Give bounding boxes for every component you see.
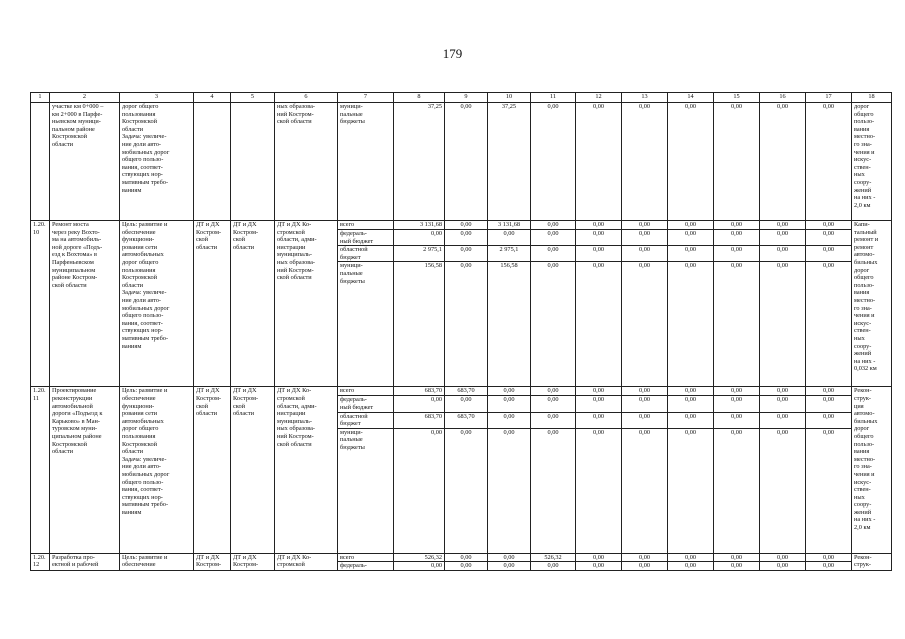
column-header: 4 xyxy=(194,93,231,103)
column-header: 16 xyxy=(760,93,806,103)
funding-value: 0,00 xyxy=(576,387,622,396)
page-number: 179 xyxy=(442,46,463,61)
column-header: 11 xyxy=(531,93,576,103)
funding-value: 0,00 xyxy=(668,562,714,571)
funding-value: 0,00 xyxy=(622,412,668,428)
target-indicator: Рекон- струк- xyxy=(852,553,892,570)
executor: ДТ и ДХ Костром- xyxy=(231,553,275,570)
measure-id: 1.20.10 xyxy=(31,221,50,387)
measure-id xyxy=(31,103,50,221)
responsible-executor: ДТ и ДХ Костром- ской области xyxy=(194,221,231,387)
funding-value: 0,00 xyxy=(760,103,806,221)
funding-value: 683,70 xyxy=(445,412,488,428)
funding-value: 0,00 xyxy=(445,246,488,262)
funding-value: 0,00 xyxy=(760,396,806,412)
funding-value: 0,00 xyxy=(445,553,488,562)
funding-source: областной бюджет xyxy=(338,246,394,262)
responsible-executor: ДТ и ДХ Костром- ской области xyxy=(194,387,231,553)
funding-value: 0,00 xyxy=(394,230,445,246)
column-header: 2 xyxy=(50,93,120,103)
funding-value: 0,00 xyxy=(445,221,488,230)
funding-value: 0,00 xyxy=(760,221,806,230)
table-row xyxy=(31,221,892,230)
executor: ДТ и ДХ Костром- ской области xyxy=(231,387,275,553)
funding-value: 0,00 xyxy=(760,412,806,428)
funding-value: 0,00 xyxy=(576,428,622,553)
funding-value: 0,00 xyxy=(714,387,760,396)
funding-source: всего xyxy=(338,387,394,396)
table-row xyxy=(31,387,892,396)
funding-value: 0,00 xyxy=(531,246,576,262)
funding-value: 0,00 xyxy=(806,412,852,428)
funding-value: 0,00 xyxy=(622,221,668,230)
funding-value: 0,00 xyxy=(531,562,576,571)
funding-value: 0,00 xyxy=(445,428,488,553)
column-header: 15 xyxy=(714,93,760,103)
funding-value: 0,00 xyxy=(445,396,488,412)
funding-value: 0,00 xyxy=(668,387,714,396)
funding-value: 0,00 xyxy=(445,262,488,387)
funding-value: 0,00 xyxy=(760,230,806,246)
funding-value: 0,00 xyxy=(668,246,714,262)
funding-value: 0,00 xyxy=(714,428,760,553)
funding-value: 0,00 xyxy=(622,246,668,262)
goal-task: дорог общего пользования Костромской области Задача: увеличе- ние доли авто- мобильных дорог общего пользо- вания, соответ- ствующих нор- мативным требо- ваниям xyxy=(120,103,194,221)
funding-value: 683,70 xyxy=(394,387,445,396)
funding-value: 0,00 xyxy=(531,262,576,387)
funding-value: 0,00 xyxy=(576,412,622,428)
column-header: 5 xyxy=(231,93,275,103)
funding-value: 0,00 xyxy=(714,396,760,412)
funding-value: 0,00 xyxy=(576,396,622,412)
funding-value: 0,00 xyxy=(622,103,668,221)
funding-value: 0,00 xyxy=(531,221,576,230)
funding-value: 0,00 xyxy=(576,221,622,230)
funding-value: 0,00 xyxy=(714,221,760,230)
co-executor: ДТ и ДХ Ко- стромской области, адми- нистрации муниципаль- ных образова- ний Костром- ской области xyxy=(275,221,338,387)
funding-value: 0,00 xyxy=(576,230,622,246)
funding-value: 0,00 xyxy=(622,396,668,412)
funding-value: 0,00 xyxy=(576,262,622,387)
column-header: 18 xyxy=(852,93,892,103)
funding-value: 0,00 xyxy=(714,553,760,562)
funding-value: 0,00 xyxy=(760,387,806,396)
column-header: 3 xyxy=(120,93,194,103)
funding-value: 0,00 xyxy=(714,562,760,571)
goal-task: Цель: развитие и обеспечение xyxy=(120,553,194,570)
funding-value: 0,00 xyxy=(394,396,445,412)
funding-value: 0,00 xyxy=(445,230,488,246)
goal-task: Цель: развитие и обеспечение функциони- рования сети автомобильных дорог общего пользования Костромской области Задача: увеличе- ние доли авто- мобильных дорог общего пользо- вания, соответ- ствующих нор- мативным требо- ваниям xyxy=(120,387,194,553)
column-header: 7 xyxy=(338,93,394,103)
funding-source: всего xyxy=(338,221,394,230)
funding-value: 0,00 xyxy=(488,562,531,571)
funding-value: 0,00 xyxy=(488,396,531,412)
funding-value: 0,00 xyxy=(806,230,852,246)
funding-value: 0,00 xyxy=(531,387,576,396)
table-row xyxy=(31,553,892,562)
target-indicator: дорог общего пользо- вания местно- го зна- чения и искус- ствен- ных соору- жений на них - 2,0 км xyxy=(852,103,892,221)
funding-value: 683,70 xyxy=(445,387,488,396)
column-header: 14 xyxy=(668,93,714,103)
executor xyxy=(231,103,275,221)
funding-value: 0,00 xyxy=(622,553,668,562)
funding-value: 0,00 xyxy=(668,230,714,246)
funding-value: 0,00 xyxy=(488,553,531,562)
funding-value: 0,00 xyxy=(714,246,760,262)
funding-value: 0,00 xyxy=(576,562,622,571)
measure-name: Проектирование реконструкции автомобильной дороги «Подъезд к Карьково» в Ман- туровском муни- ципальном районе Костромской области xyxy=(50,387,120,553)
funding-value: 0,00 xyxy=(622,562,668,571)
funding-value: 37,25 xyxy=(394,103,445,221)
funding-value: 0,00 xyxy=(668,396,714,412)
funding-value: 0,00 xyxy=(714,412,760,428)
funding-source: областной бюджет xyxy=(338,412,394,428)
funding-value: 0,00 xyxy=(668,221,714,230)
funding-value: 3 131,68 xyxy=(394,221,445,230)
measure-id: 1.20.11 xyxy=(31,387,50,553)
funding-source: муници- пальные бюджеты xyxy=(338,428,394,553)
measure-name: Ремонт моста через реку Вохто- ма на автомобиль- ной дороге «Подъ- езд к Вохтома» в Парфеньевском муниципальном районе Костром- ской области xyxy=(50,221,120,387)
funding-value: 0,00 xyxy=(668,428,714,553)
funding-value: 0,00 xyxy=(806,246,852,262)
funding-value: 0,00 xyxy=(531,103,576,221)
funding-value: 0,00 xyxy=(622,230,668,246)
co-executor: ных образова- ний Костром- ской области xyxy=(275,103,338,221)
funding-value: 0,00 xyxy=(714,103,760,221)
column-header: 12 xyxy=(576,93,622,103)
funding-value: 0,00 xyxy=(760,262,806,387)
funding-value: 0,00 xyxy=(531,428,576,553)
responsible-executor: ДТ и ДХ Костром- xyxy=(194,553,231,570)
funding-value: 0,00 xyxy=(806,428,852,553)
funding-value: 0,00 xyxy=(576,246,622,262)
funding-value: 0,00 xyxy=(668,262,714,387)
header-row xyxy=(31,93,892,103)
funding-value: 2 975,1 xyxy=(488,246,531,262)
program-table xyxy=(30,92,892,571)
funding-value: 0,00 xyxy=(760,562,806,571)
funding-value: 0,00 xyxy=(576,553,622,562)
funding-value: 0,00 xyxy=(531,230,576,246)
funding-value: 0,00 xyxy=(488,428,531,553)
funding-value: 0,00 xyxy=(488,230,531,246)
target-indicator: Капи- тальный ремонт и ремонт автомо- бильных дорог общего пользо- вания местно- го зна- чения и искус- ствен- ных соору- жений на них - 0,032 км xyxy=(852,221,892,387)
funding-value: 0,00 xyxy=(806,221,852,230)
funding-value: 0,00 xyxy=(806,387,852,396)
funding-value: 0,00 xyxy=(531,396,576,412)
funding-value: 0,00 xyxy=(760,553,806,562)
measure-name: участке км 0+000 – км 2+000 в Парфе- ньевском муници- пальном районе Костромской области xyxy=(50,103,120,221)
responsible-executor xyxy=(194,103,231,221)
funding-value: 0,00 xyxy=(714,262,760,387)
column-header: 9 xyxy=(445,93,488,103)
funding-value: 0,00 xyxy=(394,562,445,571)
column-header: 1 xyxy=(31,93,50,103)
funding-value: 37,25 xyxy=(488,103,531,221)
funding-value: 683,70 xyxy=(394,412,445,428)
column-header: 10 xyxy=(488,93,531,103)
funding-value: 0,00 xyxy=(445,103,488,221)
funding-value: 0,00 xyxy=(488,412,531,428)
funding-value: 156,58 xyxy=(394,262,445,387)
funding-value: 0,00 xyxy=(806,553,852,562)
funding-source: федераль- ный бюджет xyxy=(338,396,394,412)
funding-value: 526,32 xyxy=(531,553,576,562)
goal-task: Цель: развитие и обеспечение функциони- рования сети автомобильных дорог общего пользования Костромской области Задача: увеличе- ние доли авто- мобильных дорог общего пользо- вания, соответ- ствующих нор- мативным требо- ваниям xyxy=(120,221,194,387)
measure-id: 1.20.12 xyxy=(31,553,50,570)
funding-value: 156,58 xyxy=(488,262,531,387)
column-header: 13 xyxy=(622,93,668,103)
column-header: 8 xyxy=(394,93,445,103)
co-executor: ДТ и ДХ Ко- стромской области, адми- нистрации муниципаль- ных образова- ний Костром- ской области xyxy=(275,387,338,553)
funding-value: 0,00 xyxy=(531,412,576,428)
funding-value: 0,00 xyxy=(760,246,806,262)
funding-value: 0,00 xyxy=(806,262,852,387)
funding-value: 2 975,1 xyxy=(394,246,445,262)
funding-value: 0,00 xyxy=(394,428,445,553)
funding-value: 0,00 xyxy=(806,396,852,412)
funding-value: 0,00 xyxy=(445,562,488,571)
funding-value: 0,00 xyxy=(622,262,668,387)
funding-source: федераль- ный бюджет xyxy=(338,230,394,246)
funding-value: 0,00 xyxy=(488,387,531,396)
executor: ДТ и ДХ Костром- ской области xyxy=(231,221,275,387)
funding-source: муници- пальные бюджеты xyxy=(338,103,394,221)
funding-value: 526,32 xyxy=(394,553,445,562)
co-executor: ДТ и ДХ Ко- стромской xyxy=(275,553,338,570)
target-indicator: Рекон- струк- ция автомо- бильных дорог общего пользо- вания местно- го зна- чения и искус- ствен- ных соору- жений на них - 2,0 км xyxy=(852,387,892,553)
funding-value: 0,00 xyxy=(668,412,714,428)
table-row xyxy=(31,103,892,221)
funding-value: 0,00 xyxy=(806,562,852,571)
funding-value: 0,00 xyxy=(806,103,852,221)
funding-value: 0,00 xyxy=(714,230,760,246)
funding-value: 0,00 xyxy=(760,428,806,553)
measure-name: Разработка про- ектной и рабочей xyxy=(50,553,120,570)
funding-value: 0,00 xyxy=(622,428,668,553)
funding-source: федераль- xyxy=(338,562,394,571)
funding-source: всего xyxy=(338,553,394,562)
funding-value: 0,00 xyxy=(668,553,714,562)
column-header: 6 xyxy=(275,93,338,103)
funding-value: 0,00 xyxy=(622,387,668,396)
funding-value: 0,00 xyxy=(668,103,714,221)
funding-value: 0,00 xyxy=(576,103,622,221)
funding-value: 3 131,68 xyxy=(488,221,531,230)
funding-source: муници- пальные бюджеты xyxy=(338,262,394,387)
column-header: 17 xyxy=(806,93,852,103)
